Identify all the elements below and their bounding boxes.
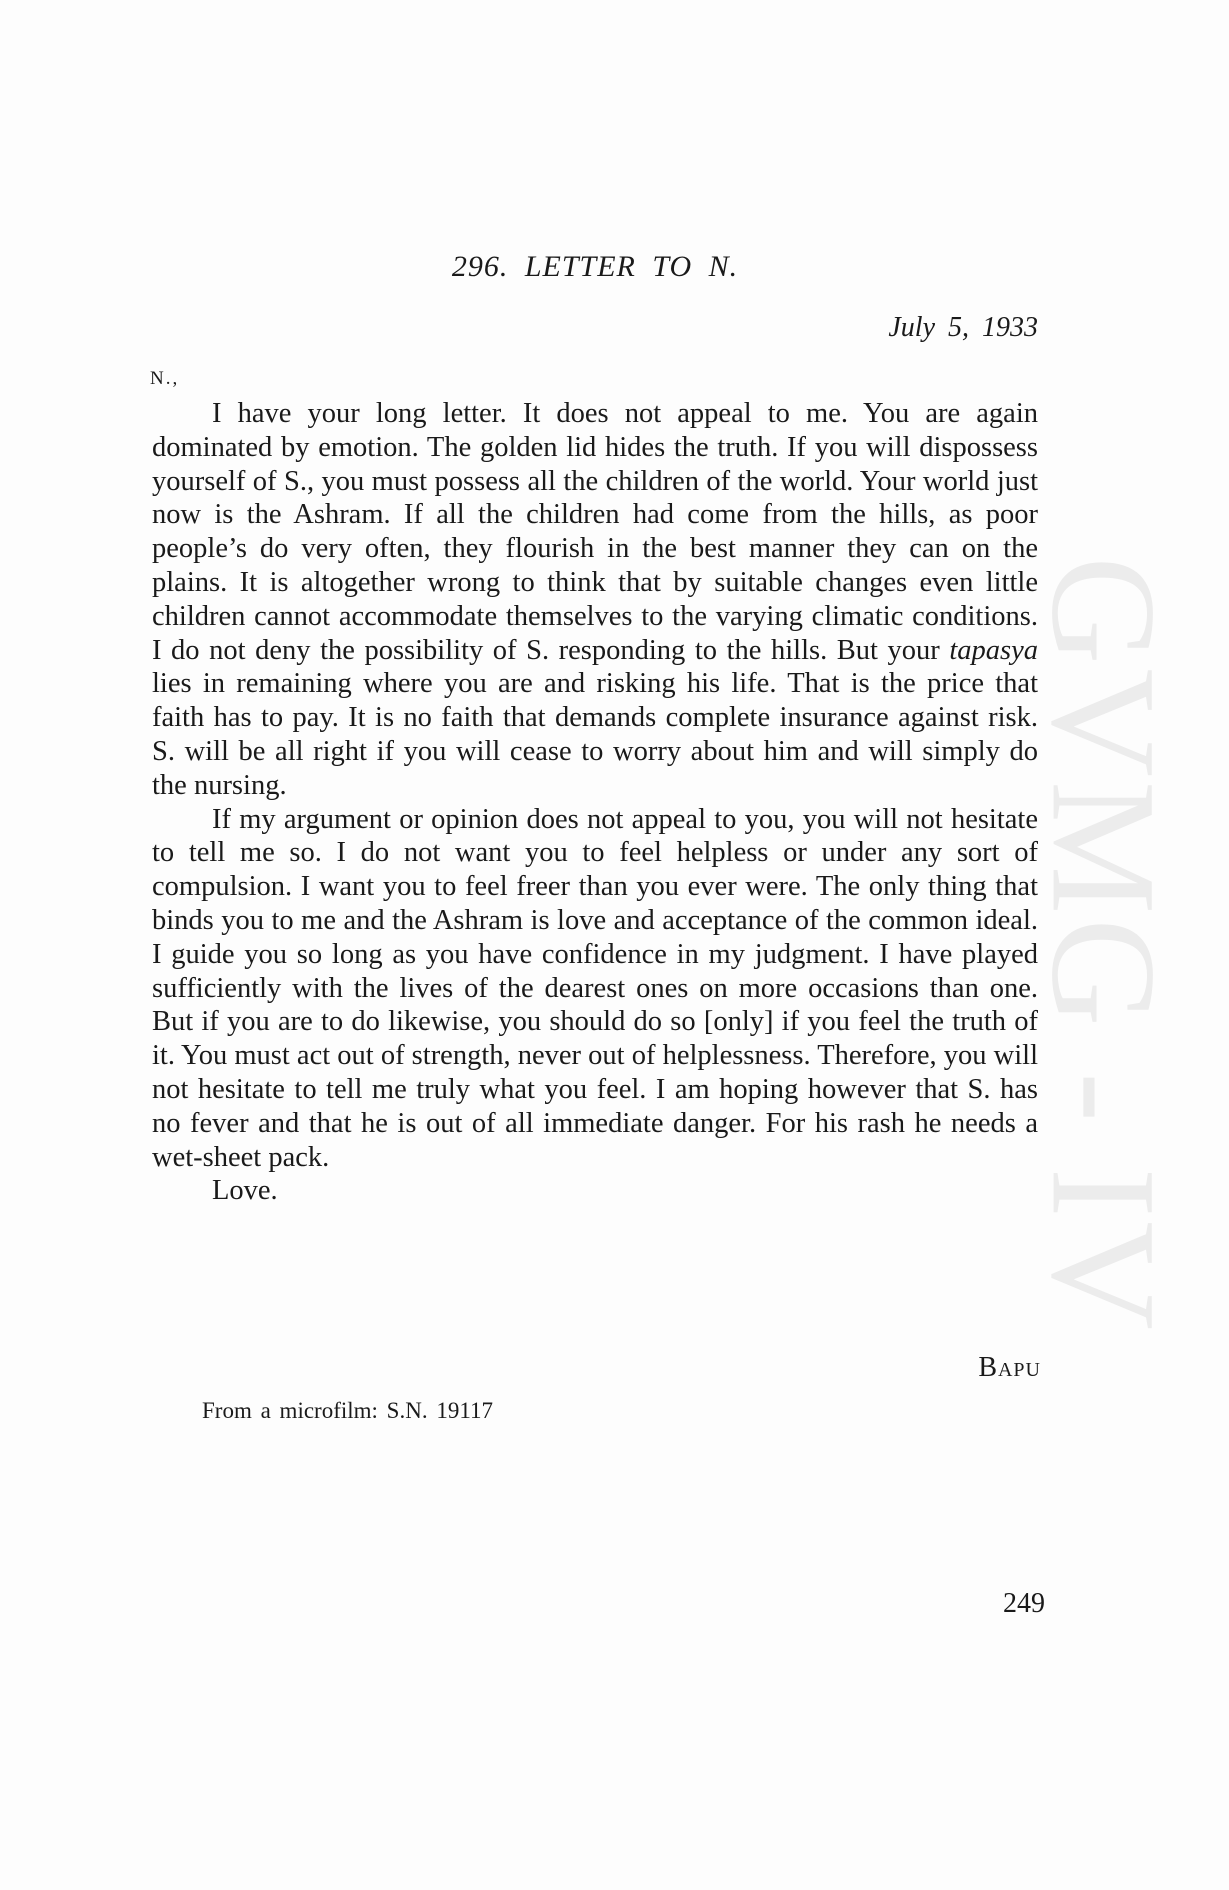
paragraph-1-part-2: lies in remaining where you are and risking his life. That is the price that faith has to pay. It is no faith that demands complete insurance against risk. S. will be all right if you will cease to worry about him and will simply do the nursing. xyxy=(152,668,1038,801)
letter-body xyxy=(152,397,1038,1208)
letter-date: July 5, 1933 xyxy=(888,312,1038,343)
watermark-text: GVMG - IV xyxy=(1020,556,1187,1334)
paragraph-1 xyxy=(152,397,1038,803)
paragraph-2: If my argument or opinion does not appeal to you, you will not hesitate to tell me so. I do not want you to feel helpless or under any sort of compulsion. I want you to feel freer than you ever were. The only thing that binds you to me and the Ashram is love and acceptance of the common ideal. I guide you so long as you have confidence in my judgment. I have played sufficiently with the lives of the dearest ones on more occasions than one. But if you are to do likewise, you should do so [only] if you feel the truth of it. You must act out of strength, never out of helplessness. Therefore, you will not hesitate to tell me truly what you feel. I am hoping however that S. has no fever and that he is out of all immediate danger. For his rash he needs a wet-sheet pack. xyxy=(152,803,1039,1173)
tapasya-term: tapasya xyxy=(949,634,1038,666)
letter-heading: 296. LETTER TO N. xyxy=(451,250,739,283)
source-note: From a microfilm: S.N. 19117 xyxy=(202,1398,493,1423)
salutation: N., xyxy=(150,368,180,389)
closing: Love. xyxy=(212,1175,278,1207)
watermark xyxy=(1020,540,1187,1350)
page-number: 249 xyxy=(1003,1588,1045,1619)
signature: Bapu xyxy=(978,1352,1041,1383)
paragraph-1-part-1: I have your long letter. It does not appeal to me. You are again dominated by emotion. The golden lid hides the truth. If you will dispossess yourself of S., you must possess all the children of the world. Your world just now is the Ashram. If all the children had come from the hills, as poor people’s do very often, they flourish in the best manner they can on the plains. It is altogether wrong to think that by suitable changes even little children cannot accommodate themselves to the varying climatic conditions. I do not deny the possibility of S. responding to the hills. But your xyxy=(152,398,1038,666)
